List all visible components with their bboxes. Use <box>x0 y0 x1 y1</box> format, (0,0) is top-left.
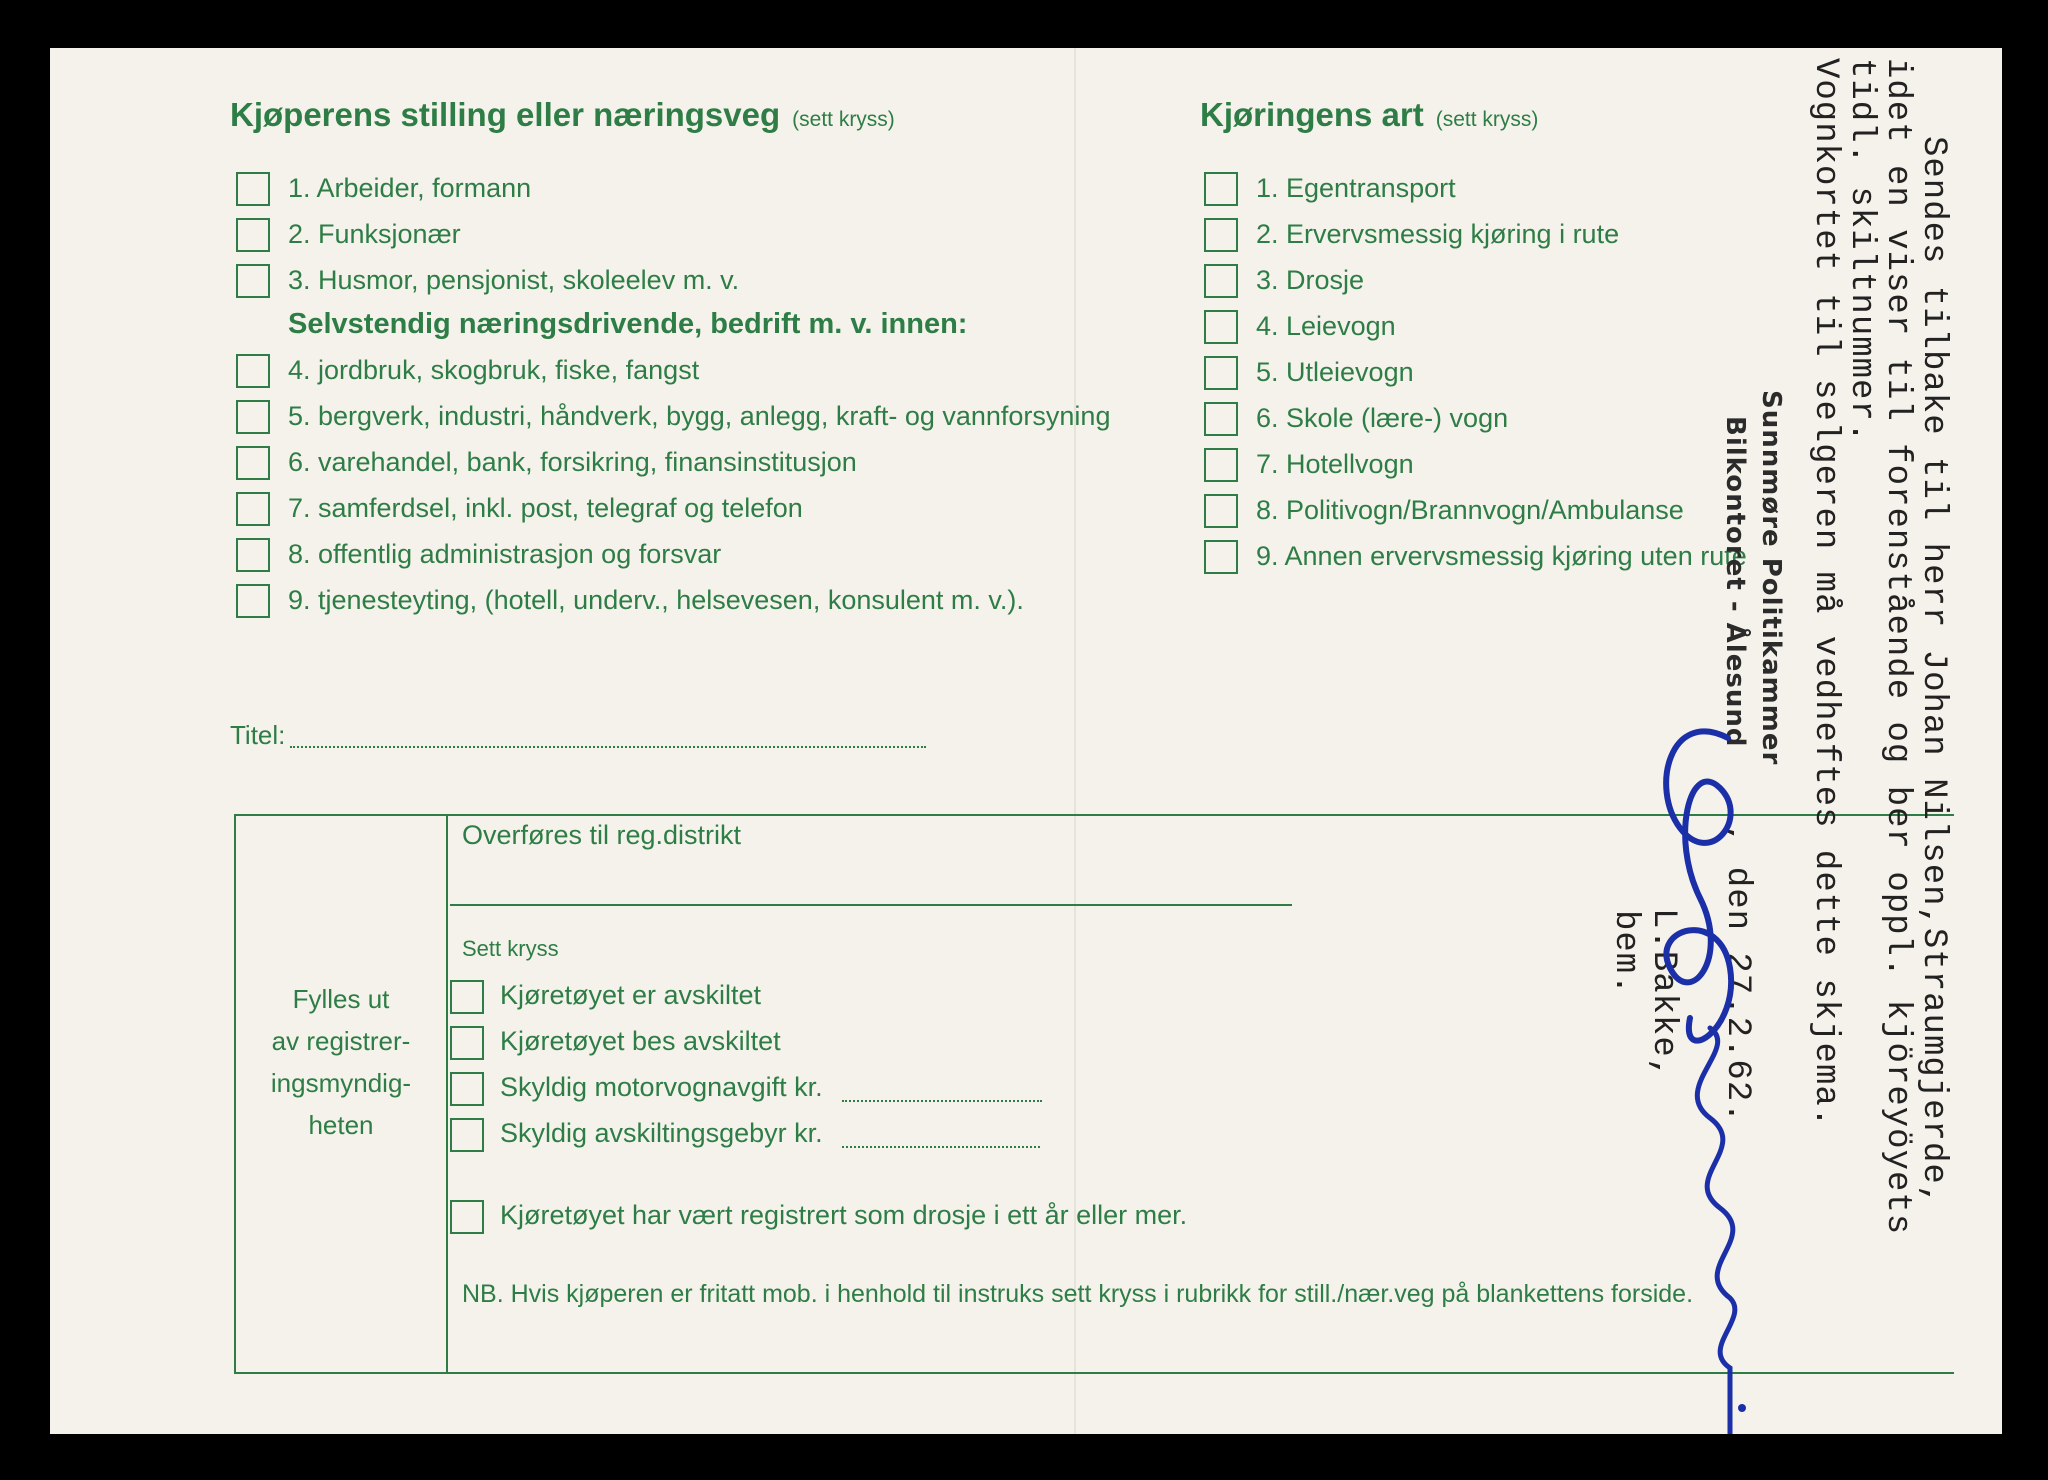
driving-type-heading <box>1200 96 1538 134</box>
typed-date-line: , den 27.2.62. <box>1718 824 1756 1124</box>
driving-checkbox-8[interactable] <box>1204 494 1238 528</box>
driving-option-9: 9. Annen ervervsmessig kjøring uten rute <box>1256 541 1747 571</box>
nb-note: NB. Hvis kjøperen er fritatt mob. i henhold til instruks sett kryss i rubrikk for still./nær.veg på blankettens forside. <box>462 1280 1694 1308</box>
driving-option-4: 4. Leievogn <box>1256 311 1396 341</box>
buyer-occupation-heading <box>230 96 895 134</box>
authority-fill-label <box>236 978 446 1146</box>
plate-fee-label: Skyldig avskiltingsgebyr kr. <box>500 1118 823 1148</box>
typed-line-2: idet en viser til forenstående og ber oppl. kjöreyöyets <box>1878 58 1916 1236</box>
driving-type-heading-note: (sett kryss) <box>1435 108 1539 131</box>
occupation-option-6: 6. varehandel, bank, forsikring, finansinstitusjon <box>288 447 857 477</box>
self-employed-subheading: Selvstendig næringsdrivende, bedrift m. v. innen: <box>288 308 968 340</box>
occupation-checkbox-8[interactable] <box>236 538 270 572</box>
typed-signer-title: bem. <box>1606 910 1644 996</box>
occupation-option-8: 8. offentlig administrasjon og forsvar <box>288 539 722 569</box>
occupation-option-3: 3. Husmor, pensjonist, skoleelev m. v. <box>288 265 740 295</box>
occupation-checkbox-5[interactable] <box>236 400 270 434</box>
buyer-occupation-heading-text: Kjøperens stilling eller næringsveg <box>230 96 781 133</box>
driving-checkbox-4[interactable] <box>1204 310 1238 344</box>
driving-option-7: 7. Hotellvogn <box>1256 449 1414 479</box>
occupation-checkbox-9[interactable] <box>236 584 270 618</box>
driving-checkbox-2[interactable] <box>1204 218 1238 252</box>
occupation-option-7: 7. samferdsel, inkl. post, telegraf og telefon <box>288 493 803 523</box>
driving-option-6: 6. Skole (lære-) vogn <box>1256 403 1509 433</box>
authority-fill-label-line-4: heten <box>308 1110 374 1140</box>
vehicle-tax-amount-field[interactable] <box>842 1098 1042 1102</box>
plate-fee-checkbox[interactable] <box>450 1118 484 1152</box>
driving-option-1: 1. Egentransport <box>1256 173 1456 203</box>
driving-checkbox-6[interactable] <box>1204 402 1238 436</box>
deregistered-label: Kjøretøyet er avskiltet <box>500 980 762 1010</box>
occupation-option-4: 4. jordbruk, skogbruk, fiske, fangst <box>288 355 700 385</box>
plate-fee-amount-field[interactable] <box>842 1144 1040 1148</box>
authority-fill-label-line-2: av registrer- <box>271 1026 411 1056</box>
driving-option-5: 5. Utleievogn <box>1256 357 1414 387</box>
title-label: Titel: <box>230 720 286 750</box>
driving-option-3: 3. Drosje <box>1256 265 1365 295</box>
form-paper <box>50 48 2002 1434</box>
police-stamp-line-2: Bilkontoret - Ålesund <box>1720 416 1750 748</box>
deregistered-checkbox[interactable] <box>450 980 484 1014</box>
vehicle-tax-checkbox[interactable] <box>450 1072 484 1106</box>
title-field[interactable] <box>290 744 926 748</box>
registration-box-divider <box>446 814 448 1374</box>
typed-line-4: Vognkortet til selgeren må vedheftes dette skjema. <box>1806 58 1844 1129</box>
driving-type-heading-text: Kjøringens art <box>1200 96 1424 133</box>
occupation-checkbox-2[interactable] <box>236 218 270 252</box>
request-deregister-checkbox[interactable] <box>450 1026 484 1060</box>
transfer-district-field[interactable] <box>450 904 1292 906</box>
driving-checkbox-3[interactable] <box>1204 264 1238 298</box>
police-stamp-line-1: Sunnmøre Politikammer <box>1756 390 1786 766</box>
taxi-registered-checkbox[interactable] <box>450 1200 484 1234</box>
driving-option-2: 2. Ervervsmessig kjøring i rute <box>1256 219 1620 249</box>
driving-checkbox-5[interactable] <box>1204 356 1238 390</box>
occupation-option-5: 5. bergverk, industri, håndverk, bygg, anlegg, kraft- og vannforsyning <box>288 401 1111 431</box>
driving-checkbox-1[interactable] <box>1204 172 1238 206</box>
buyer-occupation-heading-note: (sett kryss) <box>792 108 895 131</box>
vehicle-tax-label: Skyldig motorvognavgift kr. <box>500 1072 823 1102</box>
authority-fill-label-line-1: Fylles ut <box>292 984 390 1014</box>
typed-signer: L.Bakke, <box>1644 908 1682 1080</box>
driving-option-8: 8. Politivogn/Brannvogn/Ambulanse <box>1256 495 1684 525</box>
occupation-option-2: 2. Funksjonær <box>288 219 461 249</box>
typed-line-3: tidl. skiltnummer. <box>1842 58 1880 444</box>
occupation-checkbox-6[interactable] <box>236 446 270 480</box>
occupation-checkbox-4[interactable] <box>236 354 270 388</box>
taxi-registered-label: Kjøretøyet har vært registrert som drosje i ett år eller mer. <box>500 1200 1188 1230</box>
occupation-checkbox-1[interactable] <box>236 172 270 206</box>
check-instruction-label: Sett kryss <box>462 936 559 961</box>
authority-fill-label-line-3: ingsmyndig- <box>270 1068 412 1098</box>
handwritten-signature <box>1610 668 1800 1434</box>
transfer-district-label: Overføres til reg.distrikt <box>462 820 742 850</box>
occupation-checkbox-3[interactable] <box>236 264 270 298</box>
driving-checkbox-7[interactable] <box>1204 448 1238 482</box>
request-deregister-label: Kjøretøyet bes avskiltet <box>500 1026 781 1056</box>
occupation-checkbox-7[interactable] <box>236 492 270 526</box>
driving-checkbox-9[interactable] <box>1204 540 1238 574</box>
occupation-option-9: 9. tjenesteyting, (hotell, underv., helsevesen, konsulent m. v.). <box>288 585 1024 615</box>
typed-line-1: Sendes tilbake til herr Johan Nilsen,Straumgjerde, <box>1914 136 1952 1207</box>
occupation-option-1: 1. Arbeider, formann <box>288 173 532 203</box>
